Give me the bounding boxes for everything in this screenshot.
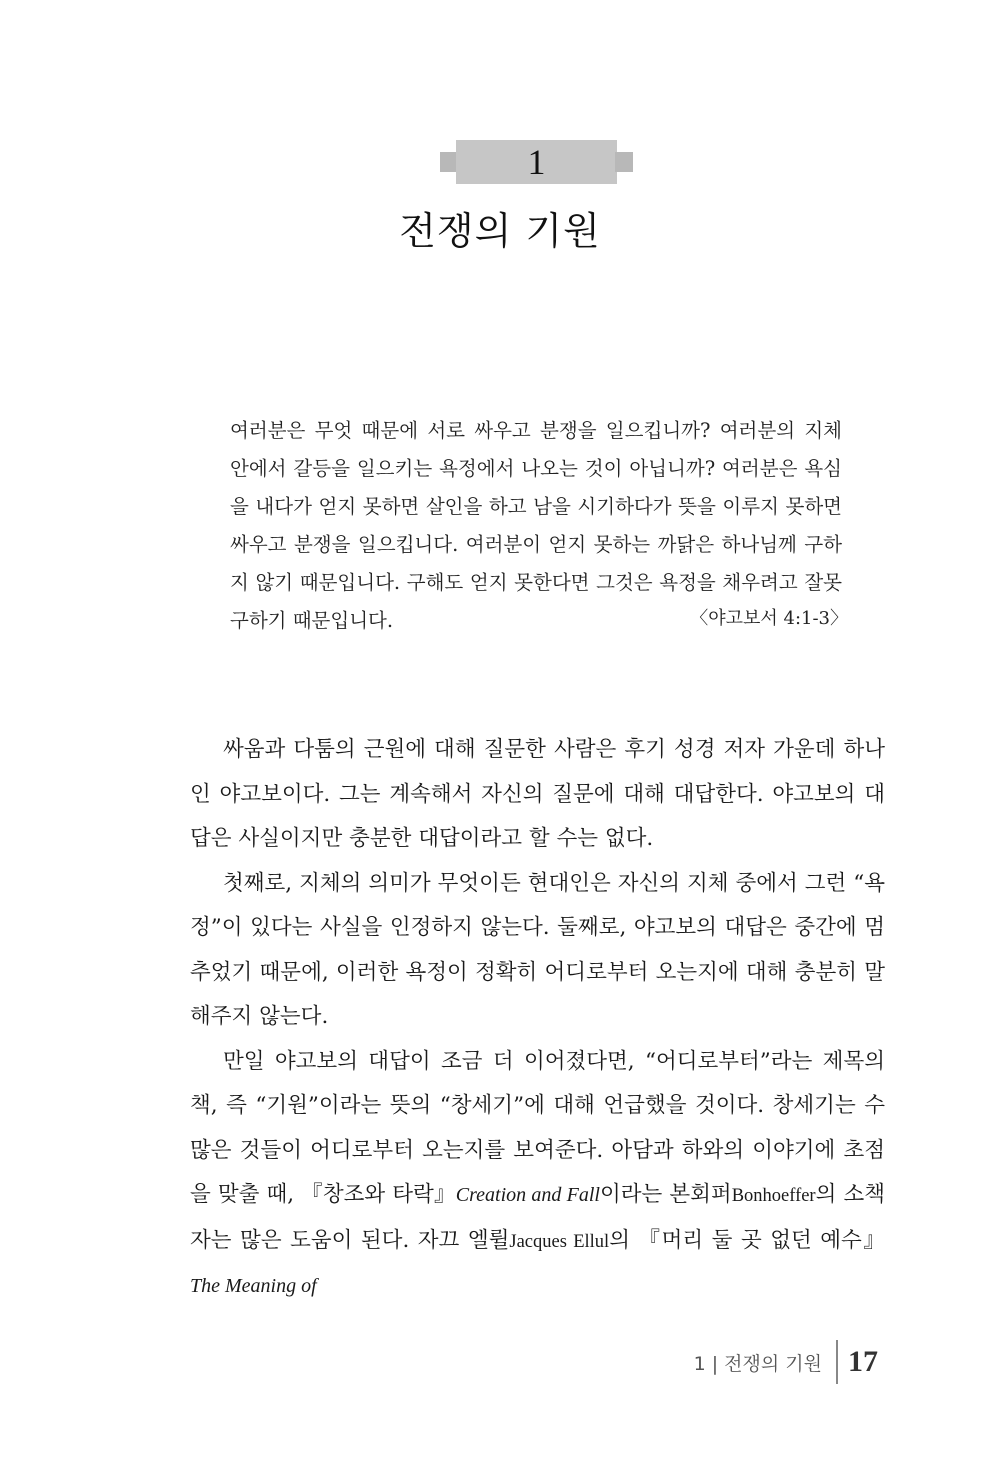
epigraph-quote: 여러분은 무엇 때문에 서로 싸우고 분쟁을 일으킵니까? 여러분의 지체 안에서 갈등을 일으키는 욕정에서 나오는 것이 아닙니까? 여러분은 욕심을 내다가 얻지 못하면 살인을 하고 남을 시기하다가 뜻을 이루지 못하면 싸우고 분쟁을 일으킵니다. 여러분이 얻지 못하는 까닭은 하나님께 구하지 않기 때문입니다. 구해도 얻지 못한다면 그것은 욕정을 채우려고 잘못 구하기 때문입니다.: [230, 419, 842, 632]
chapter-number-banner: [440, 140, 633, 184]
chapter-title: 전쟁의 기원: [399, 209, 601, 253]
author-jacques-ellul: Jacques Ellul: [509, 1231, 610, 1252]
page-number: 17: [848, 1345, 878, 1378]
epigraph-source: 〈야고보서 4:1-3〉: [690, 608, 848, 629]
paragraph-3-part-a: 만일 야고보의 대답이 조금 더 이어졌다면, “어디로부터”라는 제목의 책, 즉 “기원”이라는 뜻의 “창세기”에 대해 언급했을 것이다. 창세기는 수많은 것들이 어디로부터 오는지를 보여준다. 아담과 하와의 이야기에 초점을 맞출 때, 『창조와 타락』: [190, 1048, 885, 1207]
paragraph-3: [190, 1040, 885, 1309]
running-footer-chapter: 1 | 전쟁의 기원: [693, 1352, 822, 1375]
page-footer: [694, 1340, 878, 1384]
paragraph-3-part-b: 이라는 본회퍼: [599, 1182, 732, 1207]
body-text: [190, 728, 885, 1309]
author-bonhoeffer: Bonhoeffer: [731, 1186, 816, 1206]
paragraph-3-part-c: 의 소책자는 많은 도움이 된다. 자끄 엘륄: [190, 1182, 885, 1253]
paragraph-2: 첫째로, 지체의 의미가 무엇이든 현대인은 자신의 지체 중에서 그런 “욕정”이 있다는 사실을 인정하지 않는다. 둘째로, 야고보의 대답은 중간에 멈추었기 때문에, 이러한 욕정이 정확히 어디로부터 오는지에 대해 충분히 말해주지 않는다.: [190, 870, 885, 1029]
book-title-the-meaning-of: The Meaning of: [190, 1275, 317, 1297]
paragraph-1: 싸움과 다툼의 근원에 대해 질문한 사람은 후기 성경 저자 가운데 하나인 야고보이다. 그는 계속해서 자신의 질문에 대해 대답한다. 야고보의 대답은 사실이지만 충분한 대답이라고 할 수는 없다.: [190, 737, 885, 851]
banner-right-tab: [615, 152, 633, 172]
chapter-number: 1: [456, 140, 617, 184]
book-title-creation-and-fall: Creation and Fall: [455, 1184, 600, 1206]
paragraph-3-part-d: 의 『머리 둘 곳 없던 예수』: [609, 1227, 885, 1253]
